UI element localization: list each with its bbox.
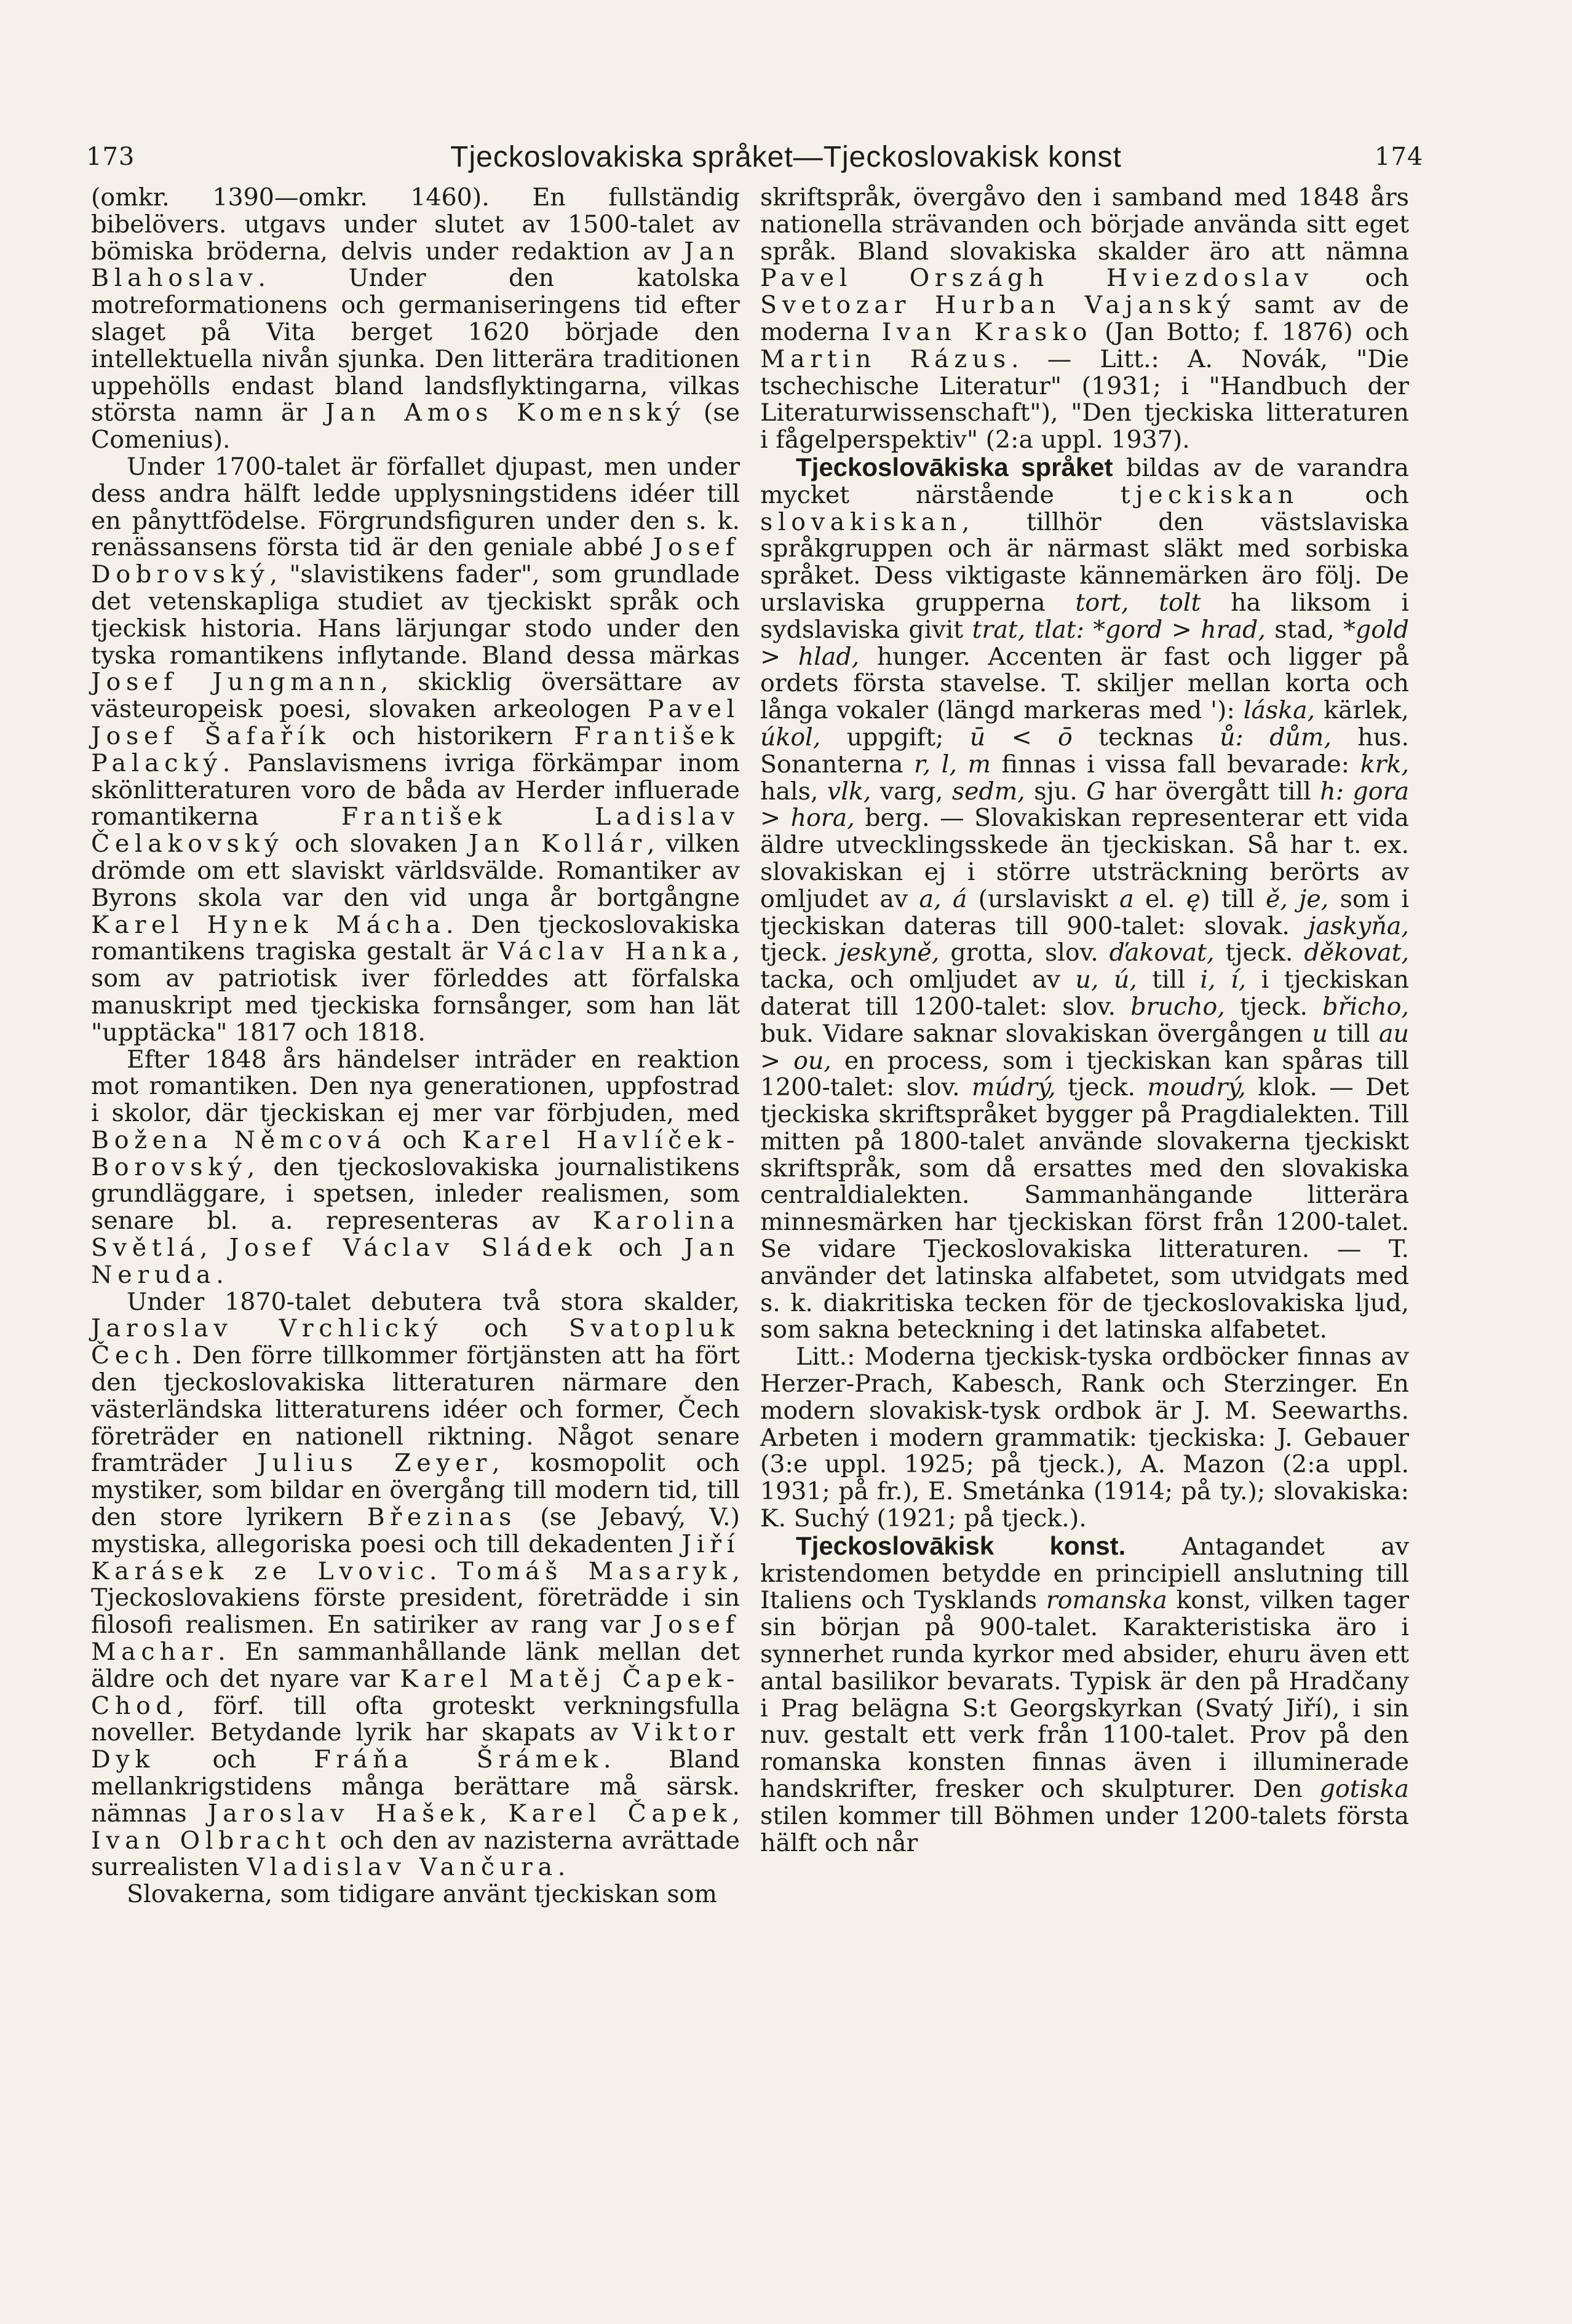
person-name: Jan Kollár <box>469 830 647 859</box>
paragraph: Efter 1848 års händelser inträder en reaktion mot romantiken. Den nya generationen, uppfostrad i skolor, där tjeckiskan ej mer var förbjuden, med Božena Němcová och Karel Havlíček-Borovský, den tjeckoslovakiska journalistikens grundläggare, i spetsen, inleder realismen, som senare bl. a. representeras av Karolina Světlá, Josef Václav Sládek och Jan Neruda. <box>91 1045 740 1289</box>
person-name: Jaroslav Vrchlický <box>91 1314 443 1343</box>
person-name: Karel Čapek <box>508 1799 732 1828</box>
person-name: Jiří Karásek ze Lvovic <box>91 1529 740 1585</box>
person-name: Vladislav Vančura <box>247 1853 558 1882</box>
person-name: Jan Neruda <box>91 1234 740 1289</box>
person-name: Josef Dobrovský <box>91 533 740 589</box>
person-name: Josef Jungmann <box>91 668 381 697</box>
paragraph: Under 1870-talet debutera två stora skalder, Jaroslav Vrchlický och Svatopluk Čech. Den förre tillkommer förtjänsten att ha fört den tjeckoslovakiska litteraturen närmare den västerländska litteraturens idéer och former, Čech företräder en nationell riktning. Något senare framträder Julius Zeyer, kosmopolit och mystiker, som bildar en övergång till modern tid, till den store lyrikern Březinas (se Jebavý, V.) mystiska, allegoriska poesi och till dekadenten Jiří Karásek ze Lvovic. Tomáš Masaryk, Tjeckoslovakiens förste president, företrädde i sin filosofi realismen. En satiriker av rang var Josef Machar. En sammanhållande länk mellan det äldre och det nyare var Karel Matěj Čapek-Chod, förf. till ofta groteskt verkningsfulla noveller. Betydande lyrik har skapats av Viktor Dyk och Fráňa Šrámek. Bland mellankrigstidens många berättare må särsk. nämnas Jaroslav Hašek, Karel Čapek, Ivan Olbracht och den av nazisterna avrättade surrealisten Vladislav Vančura. <box>91 1287 740 1882</box>
person-name: Viktor Dyk <box>91 1718 740 1774</box>
running-header-title: Tjeckoslovakiska språket—Tjeckoslovakisk konst <box>450 141 1122 173</box>
person-name: Božena Němcová <box>91 1125 387 1154</box>
page-number-left: 173 <box>86 143 135 171</box>
person-name: Pavel Országh Hviezdoslav <box>760 264 1314 293</box>
paragraph: skriftspråk, övergåvo den i samband med 1848 års nationella strävanden och började använda sitt eget språk. Bland slovakiska skalder äro att nämna Pavel Országh Hviezdoslav och Svetozar Hurban Vajanský samt av de moderna Ivan Krasko (Jan Botto; f. 1876) och Martin Rázus. — Litt.: A. Novák, "Die tschechische Literatur" (1931; i "Handbuch der Literaturwissenschaft"), "Den tjeckiska litteraturen i fågelperspektiv" (2:a uppl. 1937). <box>760 183 1410 454</box>
person-name: Tomáš Masaryk <box>457 1557 732 1585</box>
entry-heading: Tjeckoslovākisk konst. <box>796 1531 1126 1560</box>
person-name: Josef Machar <box>91 1611 740 1667</box>
person-name: František Ladislav Čelakovský <box>91 803 740 859</box>
person-name: Svatopluk Čech <box>91 1314 740 1370</box>
person-name: Karel Hynek Mácha <box>91 910 447 939</box>
entry-heading: Tjeckoslovākiska språket <box>796 452 1113 482</box>
person-name: Josef Václav Sládek <box>229 1234 597 1263</box>
person-name: Jaroslav Hašek <box>207 1799 480 1828</box>
person-name: Pavel Josef Šafařík <box>91 695 740 750</box>
person-name: Ivan Krasko <box>881 317 1093 346</box>
person-name: Julius Zeyer <box>257 1449 492 1478</box>
paragraph: (omkr. 1390—omkr. 1460). En fullständig bibelövers. utgavs under slutet av 1500-talet av bömiska bröderna, delvis under redaktion av Jan Blahoslav. Under den katolska motreformationens och germaniseringens tid efter slaget på Vita berget 1620 började den intellektuella nivån sjunka. Den litterära traditionen uppehölls endast bland landsflyktingarna, vilkas största namn är Jan Amos Komenský (se Comenius). <box>91 183 740 454</box>
paragraph: Under 1700-talet är förfallet djupast, men under dess andra hälft ledde upplysningstidens idéer till en pånyttfödelse. Förgrundsfiguren under den s. k. renässansens första tid är den geniale abbé Josef Dobrovský, "slavistikens fader", som grundlade det vetenskapliga studiet av tjeckiskt språk och tjeckisk historia. Hans lärjungar stodo under den tyska romantikens inflytande. Bland dessa märkas Josef Jungmann, skicklig översättare av västeuropeisk poesi, slovaken arkeologen Pavel Josef Šafařík och historikern František Palacký. Panslavismens ivriga förkämpar inom skönlitteraturen voro de båda av Herder influerade romantikerna František Ladislav Čelakovský och slovaken Jan Kollár, vilken drömde om ett slaviskt världsvälde. Romantiker av Byrons skola var den vid unga år bortgångne Karel Hynek Mácha. Den tjeckoslovakiska romantikens tragiska gestalt är Václav Hanka, som av patriotisk iver förleddes att förfalska manuskript med tjeckiska fornsånger, som han lät "upptäcka" 1817 och 1818. <box>91 452 740 1047</box>
person-name: Jan Blahoslav <box>91 237 740 293</box>
person-name: Březinas <box>367 1503 517 1532</box>
person-name: František Palacký <box>91 721 740 777</box>
page-number-right: 174 <box>1375 143 1424 171</box>
right-column <box>760 184 1409 1857</box>
person-name: Jan Amos Komenský <box>325 399 686 427</box>
person-name: Ivan Olbracht <box>91 1826 331 1855</box>
person-name: Václav Hanka <box>498 937 732 966</box>
entry-art: Tjeckoslovākisk konst. Antagandet av kristendomen betydde en principiell anslutning till Italiens och Tysklands romanska konst, vilken tager sin början på 900-talet. Karakteristiska äro i synnerhet runda kyrkor med absider, ehuru även ett antal basilikor bevarats. Typisk är den på Hradčany i Prag belägna S:t Georgskyrkan (Svatý Jiří), i sin nuv. gestalt ett verk från 1100-talet. Prov på den romanska konsten finnas även i illuminerade handskrifter, fresker och skulpturer. Den gotiska stilen kommer till Böhmen under 1200-talets första hälft och når <box>760 1531 1410 1857</box>
person-name: Karel Havlíček-Borovský <box>91 1125 740 1181</box>
person-name: Svetozar Hurban Vajanský <box>760 291 1236 320</box>
person-name: Karel Matěj Čapek-Chod <box>91 1664 740 1720</box>
entry-language: Tjeckoslovākiska språket bildas av de varandra mycket närstående tjeckiskan och slovakiskan, tillhör den västslaviska språkgruppen och är närmast släkt med sorbiska språket. Dess viktigaste kännemärken äro följ. De urslaviska grupperna tort, tolt ha liksom i sydslaviska givit trat, tlat: *gord > hrad, stad, *gold > hlad, hunger. Accenten är fast och ligger på ordets första stavelse. T. skiljer mellan korta och långa vokaler (längd markeras med '): láska, kärlek, úkol, uppgift; ū < ō tecknas ů: dům, hus. Sonanterna r, l, m finnas i vissa fall bevarade: krk, hals, vlk, varg, sedm, sju. G har övergått till h: gora > hora, berg. — Slovakiskan representerar ett vida äldre utvecklingsskede än tjeckiskan. Så har t. ex. slovakiskan ej i större utsträckning berörts av omljudet av a, á (urslaviskt a el. ę) till ě, je, som i tjeckiskan dateras till 900-talet: slovak. jaskyňa, tjeck. jeskyně, grotta, slov. ďakovat, tjeck. děkovat, tacka, och omljudet av u, ú, till i, í, i tjeckiskan daterat till 1200-talet: slov. brucho, tjeck. břicho, buk. Vidare saknar slovakiskan övergången u till au > ou, en process, som i tjeckiskan kan spåras till 1200-talet: slov. múdrý, tjeck. moudrý, klok. — Det tjeckiska skriftspråket bygger på Pragdialekten. Till mitten på 1800-talet använde slovakerna tjeckiskt skriftspråk, som då ersattes med den slovakiska centraldialekten. Sammanhängande litterära minnesmärken har tjeckiskan först från 1200-talet. Se vidare Tjeckoslovakiska litteraturen. — T. använder det latinska alfabetet, som utvidgats med s. k. diakritiska tecken för de tjeckoslovakiska ljud, som sakna beteckning i det latinska alfabetet. <box>760 452 1410 1344</box>
person-name: Fráňa Šrámek <box>314 1745 604 1774</box>
person-name: Karolina Světlá <box>91 1207 740 1263</box>
paragraph-literature: Litt.: Moderna tjeckisk-tyska ordböcker finnas av Herzer-Prach, Kabesch, Rank och Sterzinger. En modern slovakisk-tysk ordbok är J. M. Seewarths. Arbeten i modern grammatik: tjeckiska: J. Gebauer (3:e uppl. 1925; på tjeck.), A. Mazon (2:a uppl. 1931; på fr.), E. Smetánka (1914; på ty.); slovakiska: K. Suchý (1921; på tjeck.). <box>760 1342 1409 1533</box>
person-name: Martin Rázus <box>760 344 1011 373</box>
paragraph: Slovakerna, som tidigare använt tjeckiskan som <box>127 1880 717 1909</box>
left-column <box>91 184 740 1908</box>
